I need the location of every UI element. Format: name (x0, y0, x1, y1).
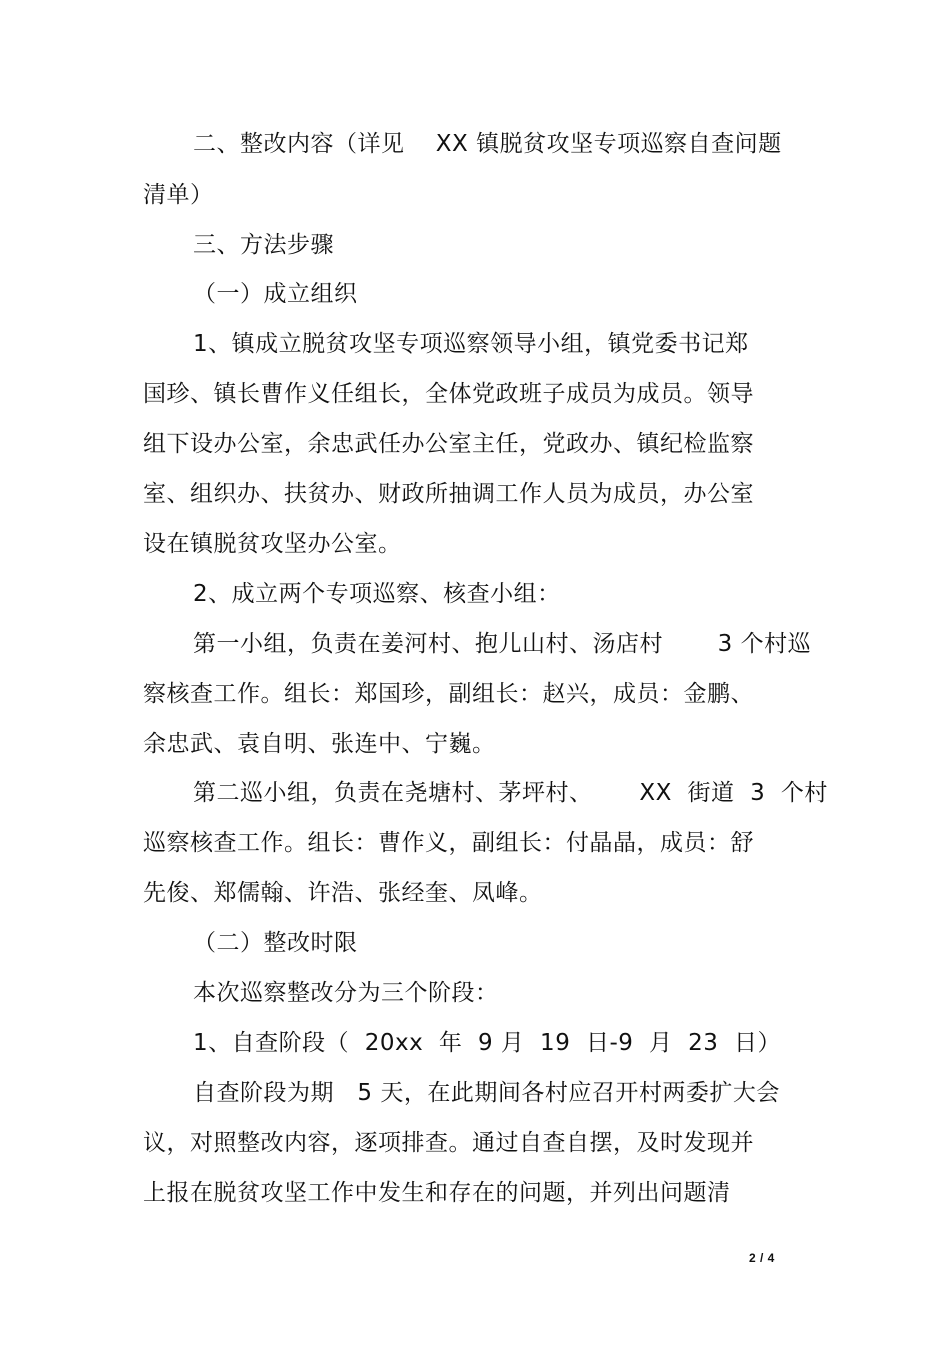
text-line: 清单） (143, 182, 214, 208)
text-line: 自查阶段为期 5 天，在此期间各村应召开村两委扩大会 (193, 1080, 780, 1106)
page-number: 2 / 4 (749, 1251, 775, 1265)
text-line: 三、方法步骤 (193, 232, 334, 258)
text-line: 1、自查阶段（ 20xx 年 9 月 19 日-9 月 23 日） (193, 1030, 782, 1056)
text-line: 第一小组，负责在姜河村、抱儿山村、汤店村 3 个村巡 (193, 631, 812, 657)
text-line: 察核查工作。组长：郑国珍，副组长：赵兴，成员：金鹏、 (143, 681, 754, 707)
text-line: 本次巡察整改分为三个阶段： (193, 980, 499, 1006)
text-line: 余忠武、袁自明、张连中、宁巍。 (143, 731, 496, 757)
text-line: 议，对照整改内容，逐项排查。通过自查自摆，及时发现并 (143, 1130, 754, 1156)
text-line: 二、整改内容（详见 XX 镇脱贫攻坚专项巡察自查问题 (193, 131, 782, 157)
text-line: 2、成立两个专项巡察、核查小组： (193, 581, 561, 607)
text-line: 先俊、郑儒翰、许浩、张经奎、凤峰。 (143, 880, 543, 906)
text-line: 国珍、镇长曹作义任组长，全体党政班子成员为成员。领导 (143, 381, 754, 407)
text-line: 设在镇脱贫攻坚办公室。 (143, 531, 402, 557)
text-line: 室、组织办、扶贫办、财政所抽调工作人员为成员，办公室 (143, 481, 754, 507)
text-line: 1、镇成立脱贫攻坚专项巡察领导小组，镇党委书记郑 (193, 331, 749, 357)
text-line: 第二巡小组，负责在尧塘村、茅坪村、 XX 街道 3 个村 (193, 780, 828, 806)
text-line: （一）成立组织 (193, 281, 358, 307)
text-line: 上报在脱贫攻坚工作中发生和存在的问题，并列出问题清 (143, 1180, 731, 1206)
text-line: 组下设办公室，余忠武任办公室主任，党政办、镇纪检监察 (143, 431, 754, 457)
text-line: 巡察核查工作。组长：曹作义，副组长：付晶晶，成员：舒 (143, 830, 754, 856)
text-line: （二）整改时限 (193, 930, 358, 956)
